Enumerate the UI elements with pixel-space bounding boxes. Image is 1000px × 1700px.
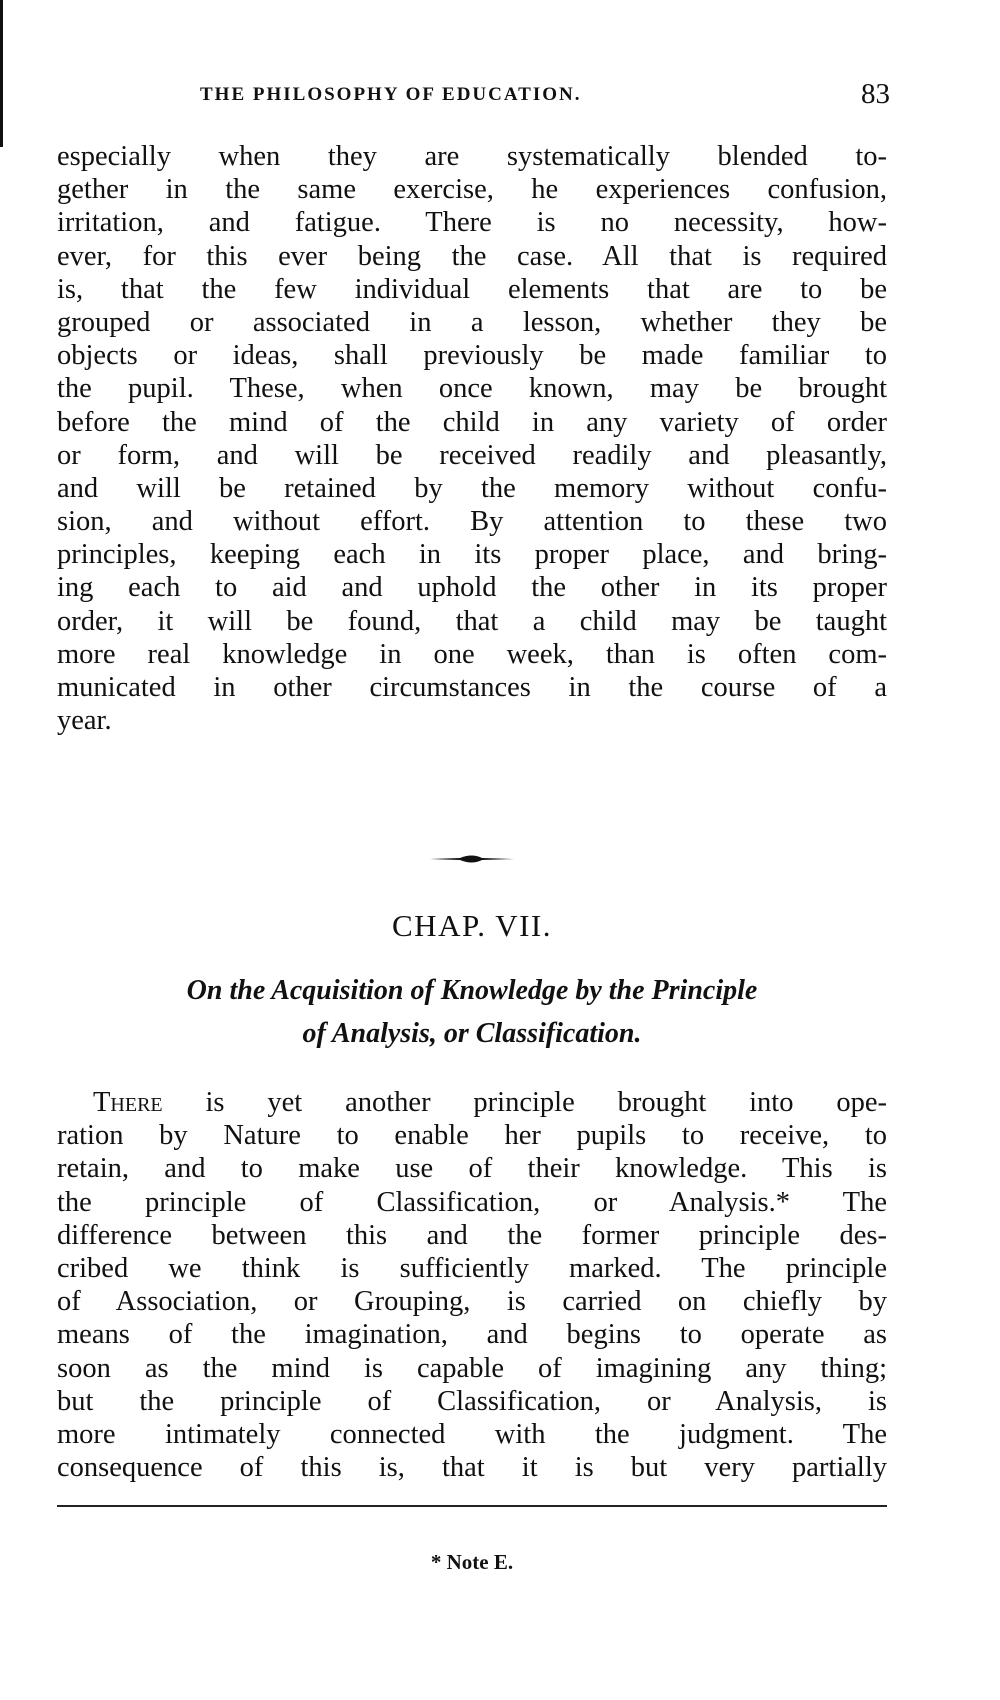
- paragraph-2: [57, 1086, 887, 1484]
- text-line: gether in the same exercise, he experiences confusion,: [57, 174, 887, 206]
- text-line: more real knowledge in one week, than is often com-: [57, 638, 887, 670]
- chapter-subtitle-line: of Analysis, or Classification.: [302, 1018, 642, 1049]
- text-line: objects or ideas, shall previously be made familiar to: [57, 340, 887, 372]
- text-line: the pupil. These, when once known, may be brought: [57, 373, 887, 405]
- text-line: is, that the few individual elements that are to be: [57, 273, 887, 305]
- text-line: municated in other circumstances in the course of a: [57, 672, 887, 703]
- drop-word: There: [93, 1087, 163, 1118]
- text-line: ration by Nature to enable her pupils to receive, to: [57, 1120, 887, 1152]
- text-line: means of the imagination, and begins to operate as: [57, 1319, 887, 1351]
- text-line: principles, keeping each in its proper place, and bring-: [57, 539, 887, 571]
- scan-edge-mark: [0, 0, 3, 147]
- text-line: grouped or associated in a lesson, whether they be: [57, 306, 887, 338]
- text-line: difference between this and the former principle des-: [57, 1219, 887, 1251]
- text-line: consequence of this is, that it is but very partially: [57, 1452, 887, 1484]
- page-number: 83: [861, 78, 890, 110]
- text-line: or form, and will be received readily and pleasantly,: [57, 439, 887, 471]
- text-line: soon as the mind is capable of imagining any thing;: [57, 1352, 887, 1384]
- ornament-divider-icon: [430, 853, 514, 865]
- text-line: more intimately connected with the judgment. The: [57, 1418, 887, 1450]
- text-line: of Association, or Grouping, is carried on chiefly by: [57, 1286, 887, 1318]
- chapter-subtitle-line: On the Acquisition of Knowledge by the Principle: [186, 975, 758, 1006]
- text-line: [57, 1086, 887, 1119]
- text-line: ing each to aid and uphold the other in its proper: [57, 572, 887, 604]
- text-line: especially when they are systematically blended to-: [57, 141, 887, 172]
- running-title: THE PHILOSOPHY OF EDUCATION.: [200, 84, 582, 105]
- text-line: order, it will be found, that a child may be taught: [57, 605, 887, 637]
- text-line: sion, and without effort. By attention to these two: [57, 506, 887, 538]
- paragraph-1: [57, 140, 887, 737]
- text-line: ever, for this ever being the case. All that is required: [57, 240, 887, 272]
- text-line: cribed we think is sufficiently marked. The principle: [57, 1252, 887, 1284]
- text-line-rest: is yet another principle brought into ope-: [162, 1087, 887, 1118]
- text-line: irritation, and fatigue. There is no necessity, how-: [57, 207, 887, 239]
- footnote-rule: [57, 1505, 887, 1507]
- text-line: year.: [57, 705, 112, 737]
- running-header: [200, 78, 890, 112]
- text-line: and will be retained by the memory without confu-: [57, 472, 887, 504]
- chapter-heading: CHAP. VII.: [392, 908, 552, 943]
- text-line: retain, and to make use of their knowledge. This is: [57, 1153, 887, 1185]
- text-line: before the mind of the child in any variety of order: [57, 406, 887, 438]
- text-line: the principle of Classification, or Analysis.* The: [57, 1186, 887, 1218]
- text-line: but the principle of Classification, or Analysis, is: [57, 1385, 887, 1417]
- footnote: * Note E.: [430, 1550, 514, 1574]
